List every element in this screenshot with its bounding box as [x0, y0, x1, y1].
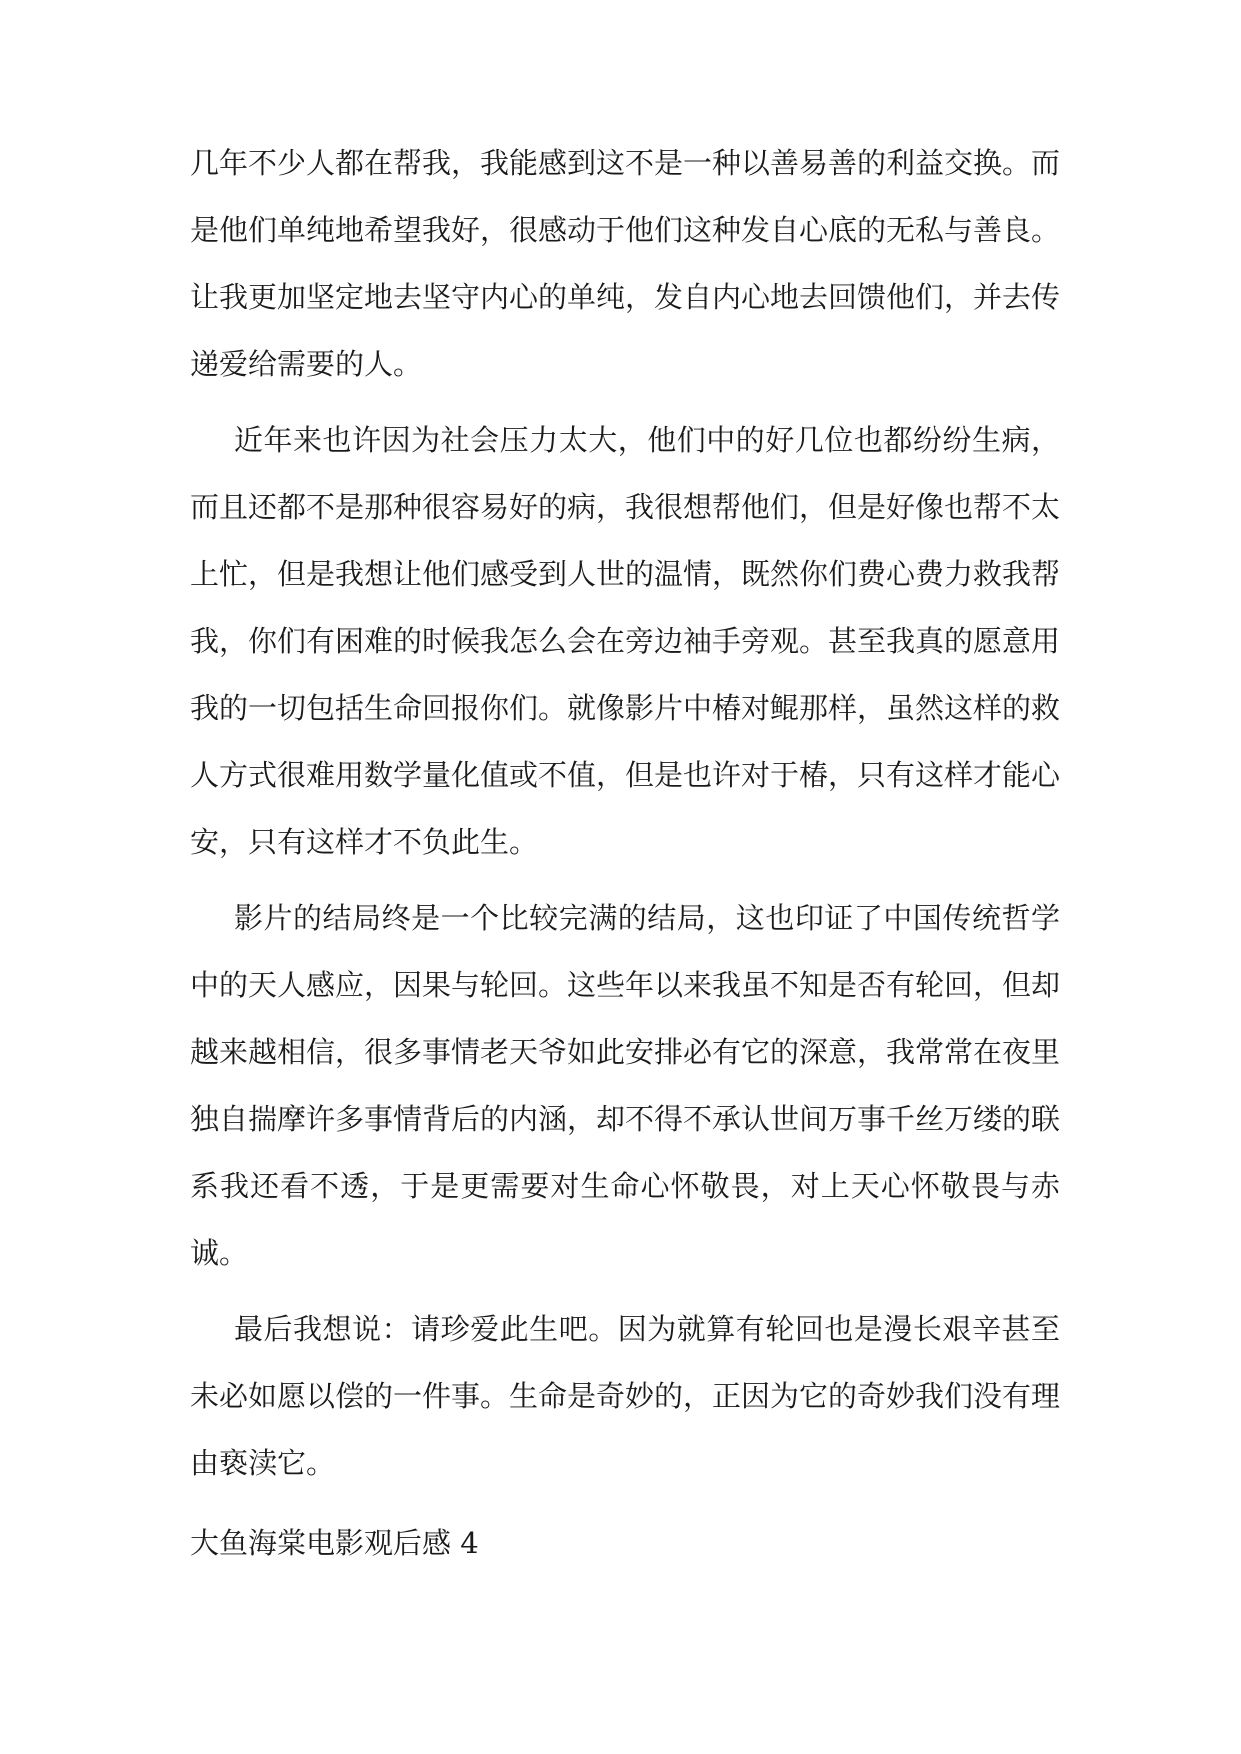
paragraph-continuation: 几年不少人都在帮我，我能感到这不是一种以善易善的利益交换。而是他们单纯地希望我好，很感动于他们这种发自心底的无私与善良。让我更加坚定地去坚守内心的单纯，发自内心地去回馈他们，并去传递爱给需要的人。	[190, 146, 1061, 381]
paragraph-ending: 影片的结局终是一个比较完满的结局，这也印证了中国传统哲学中的天人感应，因果与轮回。这些年以来我虽不知是否有轮回，但却越来越相信，很多事情老天爷如此安排必有它的深意，我常常在夜里独自揣摩许多事情背后的内涵，却不得不承认世间万事千丝万缕的联系我还看不透，于是更需要对生命心怀敬畏，对上天心怀敬畏与赤诚。	[190, 901, 1061, 1270]
document-body	[190, 130, 1060, 1506]
paragraph-illness: 近年来也许因为社会压力太大，他们中的好几位也都纷纷生病，而且还都不是那种很容易好的病，我很想帮他们，但是好像也帮不太上忙，但是我想让他们感受到人世的温情，既然你们费心费力救我帮我，你们有困难的时候我怎么会在旁边袖手旁观。甚至我真的愿意用我的一切包括生命回报你们。就像影片中椿对鲲那样，虽然这样的救人方式很难用数学量化值或不值，但是也许对于椿，只有这样才能心安，只有这样才不负此生。	[190, 423, 1061, 859]
section-heading: 大鱼海棠电影观后感 4	[190, 1526, 479, 1560]
paragraph-conclusion: 最后我想说：请珍爱此生吧。因为就算有轮回也是漫长艰辛甚至未必如愿以偿的一件事。生命是奇妙的，正因为它的奇妙我们没有理由亵渎它。	[190, 1312, 1061, 1480]
